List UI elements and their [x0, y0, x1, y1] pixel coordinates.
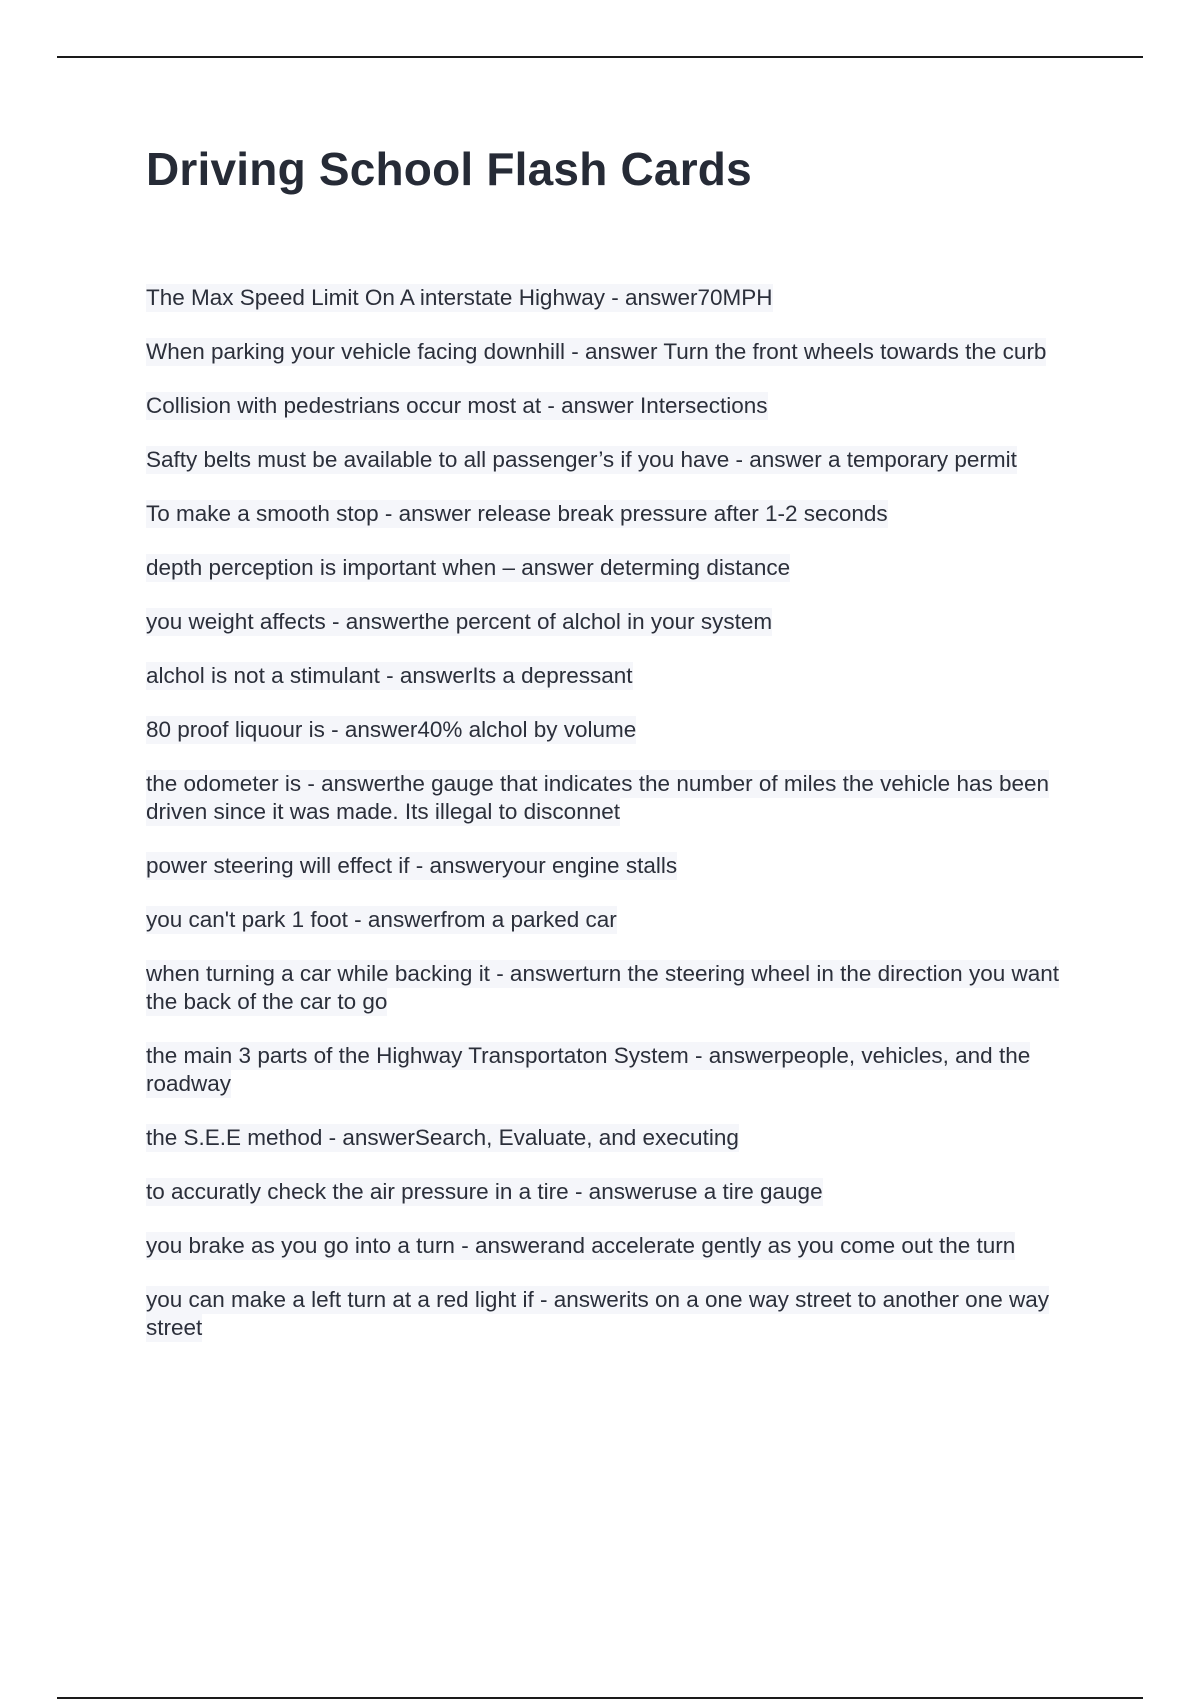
flash-card-list [146, 284, 1096, 1368]
flash-card [146, 852, 1096, 880]
flash-card-text: the odometer is - answerthe gauge that indicates the number of miles the vehicle has been driven since it was made. Its illegal to disconnet [146, 771, 1050, 824]
flash-card-text: the main 3 parts of the Highway Transportaton System - answerpeople, vehicles, and the roadway [146, 1043, 1031, 1096]
flash-card-text: to accuratly check the air pressure in a tire - answeruse a tire gauge [146, 1179, 823, 1204]
flash-card-text: alchol is not a stimulant - answerIts a depressant [146, 663, 633, 688]
flash-card-text: you brake as you go into a turn - answerand accelerate gently as you come out the turn [146, 1233, 1016, 1258]
flash-card-text: To make a smooth stop - answer release break pressure after 1-2 seconds [146, 501, 888, 526]
flash-card-text: Collision with pedestrians occur most at - answer Intersections [146, 393, 768, 418]
flash-card-text: 80 proof liquour is - answer40% alchol by volume [146, 717, 637, 742]
flash-card [146, 446, 1096, 474]
flash-card [146, 1286, 1096, 1342]
flash-card-text: you can't park 1 foot - answerfrom a parked car [146, 907, 617, 932]
flash-card [146, 392, 1096, 420]
flash-card [146, 770, 1096, 826]
flash-card [146, 338, 1096, 366]
flash-card [146, 960, 1096, 1016]
flash-card-text: Safty belts must be available to all passenger’s if you have - answer a temporary permit [146, 447, 1017, 472]
flash-card [146, 1178, 1096, 1206]
flash-card-text: when turning a car while backing it - answerturn the steering wheel in the direction you want the back of the car to go [146, 961, 1059, 1014]
top-divider [57, 56, 1143, 58]
flash-card-text: When parking your vehicle facing downhill - answer Turn the front wheels towards the curb [146, 339, 1047, 364]
flash-card [146, 1124, 1096, 1152]
page-title: Driving School Flash Cards [146, 143, 752, 195]
flash-card-text: power steering will effect if - answeryour engine stalls [146, 853, 678, 878]
flash-card [146, 284, 1096, 312]
flash-card-text: depth perception is important when – answer determing distance [146, 555, 791, 580]
flash-card [146, 1042, 1096, 1098]
flash-card [146, 500, 1096, 528]
flash-card-text: you can make a left turn at a red light if - answerits on a one way street to another one way street [146, 1287, 1049, 1340]
flash-card [146, 906, 1096, 934]
flash-card [146, 662, 1096, 690]
flash-card-text: The Max Speed Limit On A interstate Highway - answer70MPH [146, 285, 773, 310]
bottom-divider [57, 1697, 1143, 1699]
flash-card [146, 608, 1096, 636]
flash-card [146, 716, 1096, 744]
flash-card-text: you weight affects - answerthe percent of alchol in your system [146, 609, 773, 634]
flash-card [146, 1232, 1096, 1260]
flash-card-text: the S.E.E method - answerSearch, Evaluate, and executing [146, 1125, 739, 1150]
flash-card [146, 554, 1096, 582]
